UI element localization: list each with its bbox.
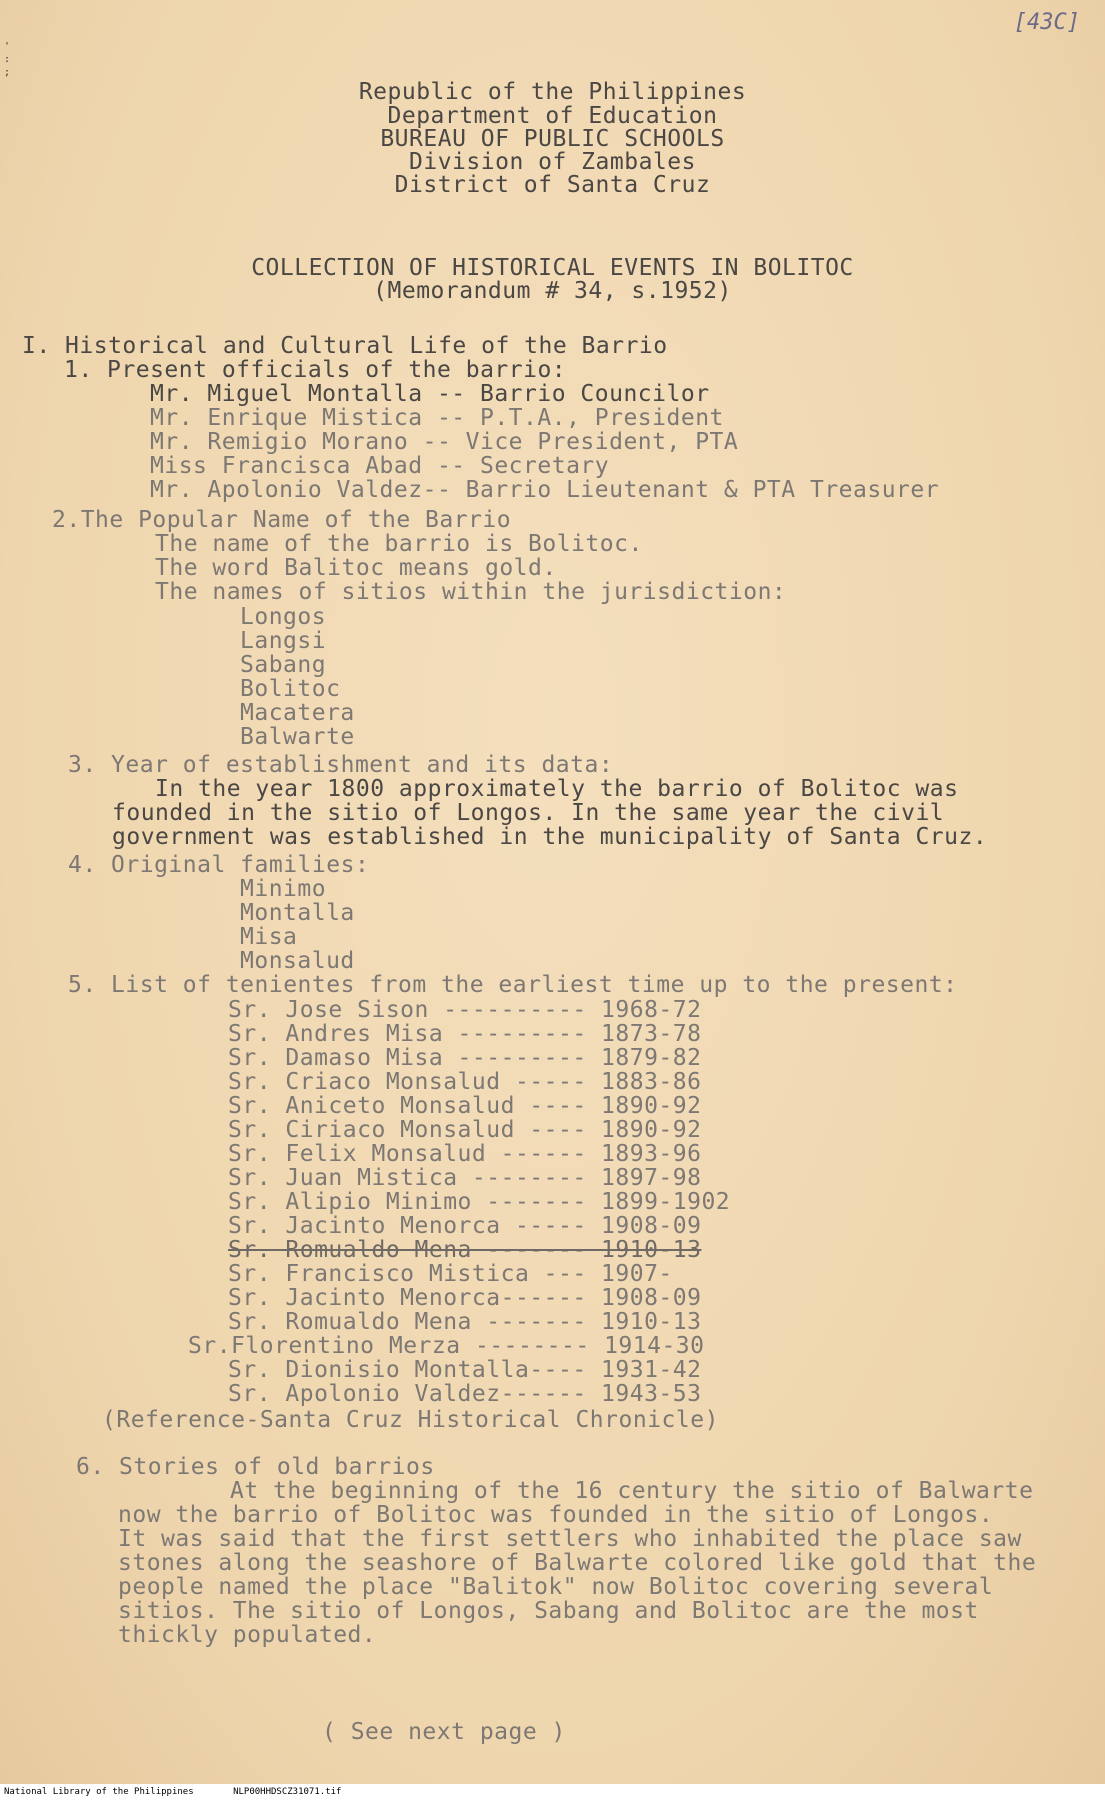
sitio-item: Macatera — [240, 700, 355, 726]
text-line: government was established in the municipality of Santa Cruz. — [112, 824, 988, 850]
teniente-row: Sr. Juan Mistica -------- 1897-98 — [228, 1165, 702, 1191]
teniente-row: Sr. Romualdo Mena ------- 1910-13 — [228, 1309, 702, 1335]
teniente-row: Sr. Jose Sison ---------- 1968-72 — [228, 997, 702, 1023]
item-heading: 3. Year of establishment and its data: — [68, 752, 614, 778]
teniente-row: Sr. Dionisio Montalla---- 1931-42 — [228, 1357, 702, 1383]
item-heading: 4. Original families: — [68, 852, 370, 878]
family-item: Minimo — [240, 876, 327, 902]
teniente-row: Sr. Apolonio Valdez------ 1943-53 — [228, 1381, 702, 1407]
teniente-row: Sr.Florentino Merza -------- 1914-30 — [188, 1333, 705, 1359]
text-line: thickly populated. — [118, 1622, 377, 1648]
sitio-item: Longos — [240, 604, 327, 630]
teniente-row: Sr. Jacinto Menorca------ 1908-09 — [228, 1285, 702, 1311]
text-line: people named the place "Balitok" now Bolitoc covering several — [118, 1574, 994, 1600]
teniente-row: Sr. Jacinto Menorca ----- 1908-09 — [228, 1213, 702, 1239]
official-line: Mr. Remigio Morano -- Vice President, PTA — [150, 429, 739, 455]
header-line: BUREAU OF PUBLIC SCHOOLS — [380, 126, 725, 152]
item-heading: 6. Stories of old barrios — [76, 1454, 435, 1480]
teniente-row: Sr. Andres Misa --------- 1873-78 — [228, 1021, 702, 1047]
text-line: The names of sitios within the jurisdiction: — [155, 579, 787, 605]
text-line: The word Balitoc means gold. — [155, 555, 557, 581]
teniente-row: Sr. Ciriaco Monsalud ---- 1890-92 — [228, 1117, 702, 1143]
archive-stamp: [43C] — [1013, 10, 1080, 35]
teniente-row: Sr. Felix Monsalud ------ 1893-96 — [228, 1141, 702, 1167]
header-line: Division of Zambales — [409, 149, 696, 175]
family-item: Misa — [240, 924, 298, 950]
reference-note: (Reference-Santa Cruz Historical Chronicle) — [102, 1407, 719, 1433]
next-page-note: ( See next page ) — [322, 1719, 566, 1745]
footer-library: National Library of the Philippines — [4, 1787, 194, 1797]
text-line: stones along the seashore of Balwarte colored like gold that the — [118, 1550, 1037, 1576]
item-heading: 2.The Popular Name of the Barrio — [52, 507, 512, 533]
sitio-item: Sabang — [240, 652, 327, 678]
header-line: District of Santa Cruz — [394, 172, 711, 198]
text-line: It was said that the first settlers who inhabited the place saw — [118, 1526, 1022, 1552]
official-line: Mr. Enrique Mistica -- P.T.A., President — [150, 405, 724, 431]
sitio-item: Balwarte — [240, 724, 355, 750]
official-line: Miss Francisca Abad -- Secretary — [150, 453, 610, 479]
text-line: At the beginning of the 16 century the sitio of Balwarte — [230, 1478, 1034, 1504]
text-line: now the barrio of Bolitoc was founded in the sitio of Longos. — [118, 1502, 994, 1528]
text-line: In the year 1800 approximately the barrio of Bolitoc was — [155, 776, 959, 802]
header-line: Department of Education — [387, 103, 718, 129]
margin-marks: ' : ; — [4, 41, 11, 78]
text-line: founded in the sitio of Longos. In the same year the civil — [112, 800, 945, 826]
sitio-item: Langsi — [240, 628, 327, 654]
teniente-row: Sr. Damaso Misa --------- 1879-82 — [228, 1045, 702, 1071]
family-item: Monsalud — [240, 948, 355, 974]
scan-footer — [0, 1784, 1105, 1800]
section-heading: I. Historical and Cultural Life of the Barrio — [22, 333, 668, 359]
sitio-item: Bolitoc — [240, 676, 341, 702]
teniente-row: Sr. Alipio Minimo ------- 1899-1902 — [228, 1189, 731, 1215]
header-line: Republic of the Philippines — [358, 79, 747, 105]
teniente-row-struck: Sr. Romualdo Mena ------- 1910-13 — [228, 1237, 702, 1263]
teniente-row: Sr. Francisco Mistica --- 1907- — [228, 1261, 673, 1287]
teniente-row: Sr. Aniceto Monsalud ---- 1890-92 — [228, 1093, 702, 1119]
official-line: Mr. Apolonio Valdez-- Barrio Lieutenant & PTA Treasurer — [150, 477, 940, 503]
family-item: Montalla — [240, 900, 355, 926]
text-line: The name of the barrio is Bolitoc. — [155, 531, 643, 557]
footer-filename: NLP00HHDSCZ31071.tif — [233, 1787, 342, 1797]
document-subtitle: (Memorandum # 34, s.1952) — [373, 278, 732, 304]
item-heading: 1. Present officials of the barrio: — [64, 357, 567, 383]
official-line: Mr. Miguel Montalla -- Barrio Councilor — [150, 381, 710, 407]
document-title: COLLECTION OF HISTORICAL EVENTS IN BOLITOC — [251, 255, 854, 281]
item-heading: 5. List of tenientes from the earliest time up to the present: — [68, 972, 958, 998]
text-line: sitios. The sitio of Longos, Sabang and Bolitoc are the most — [118, 1598, 979, 1624]
teniente-row: Sr. Criaco Monsalud ----- 1883-86 — [228, 1069, 702, 1095]
